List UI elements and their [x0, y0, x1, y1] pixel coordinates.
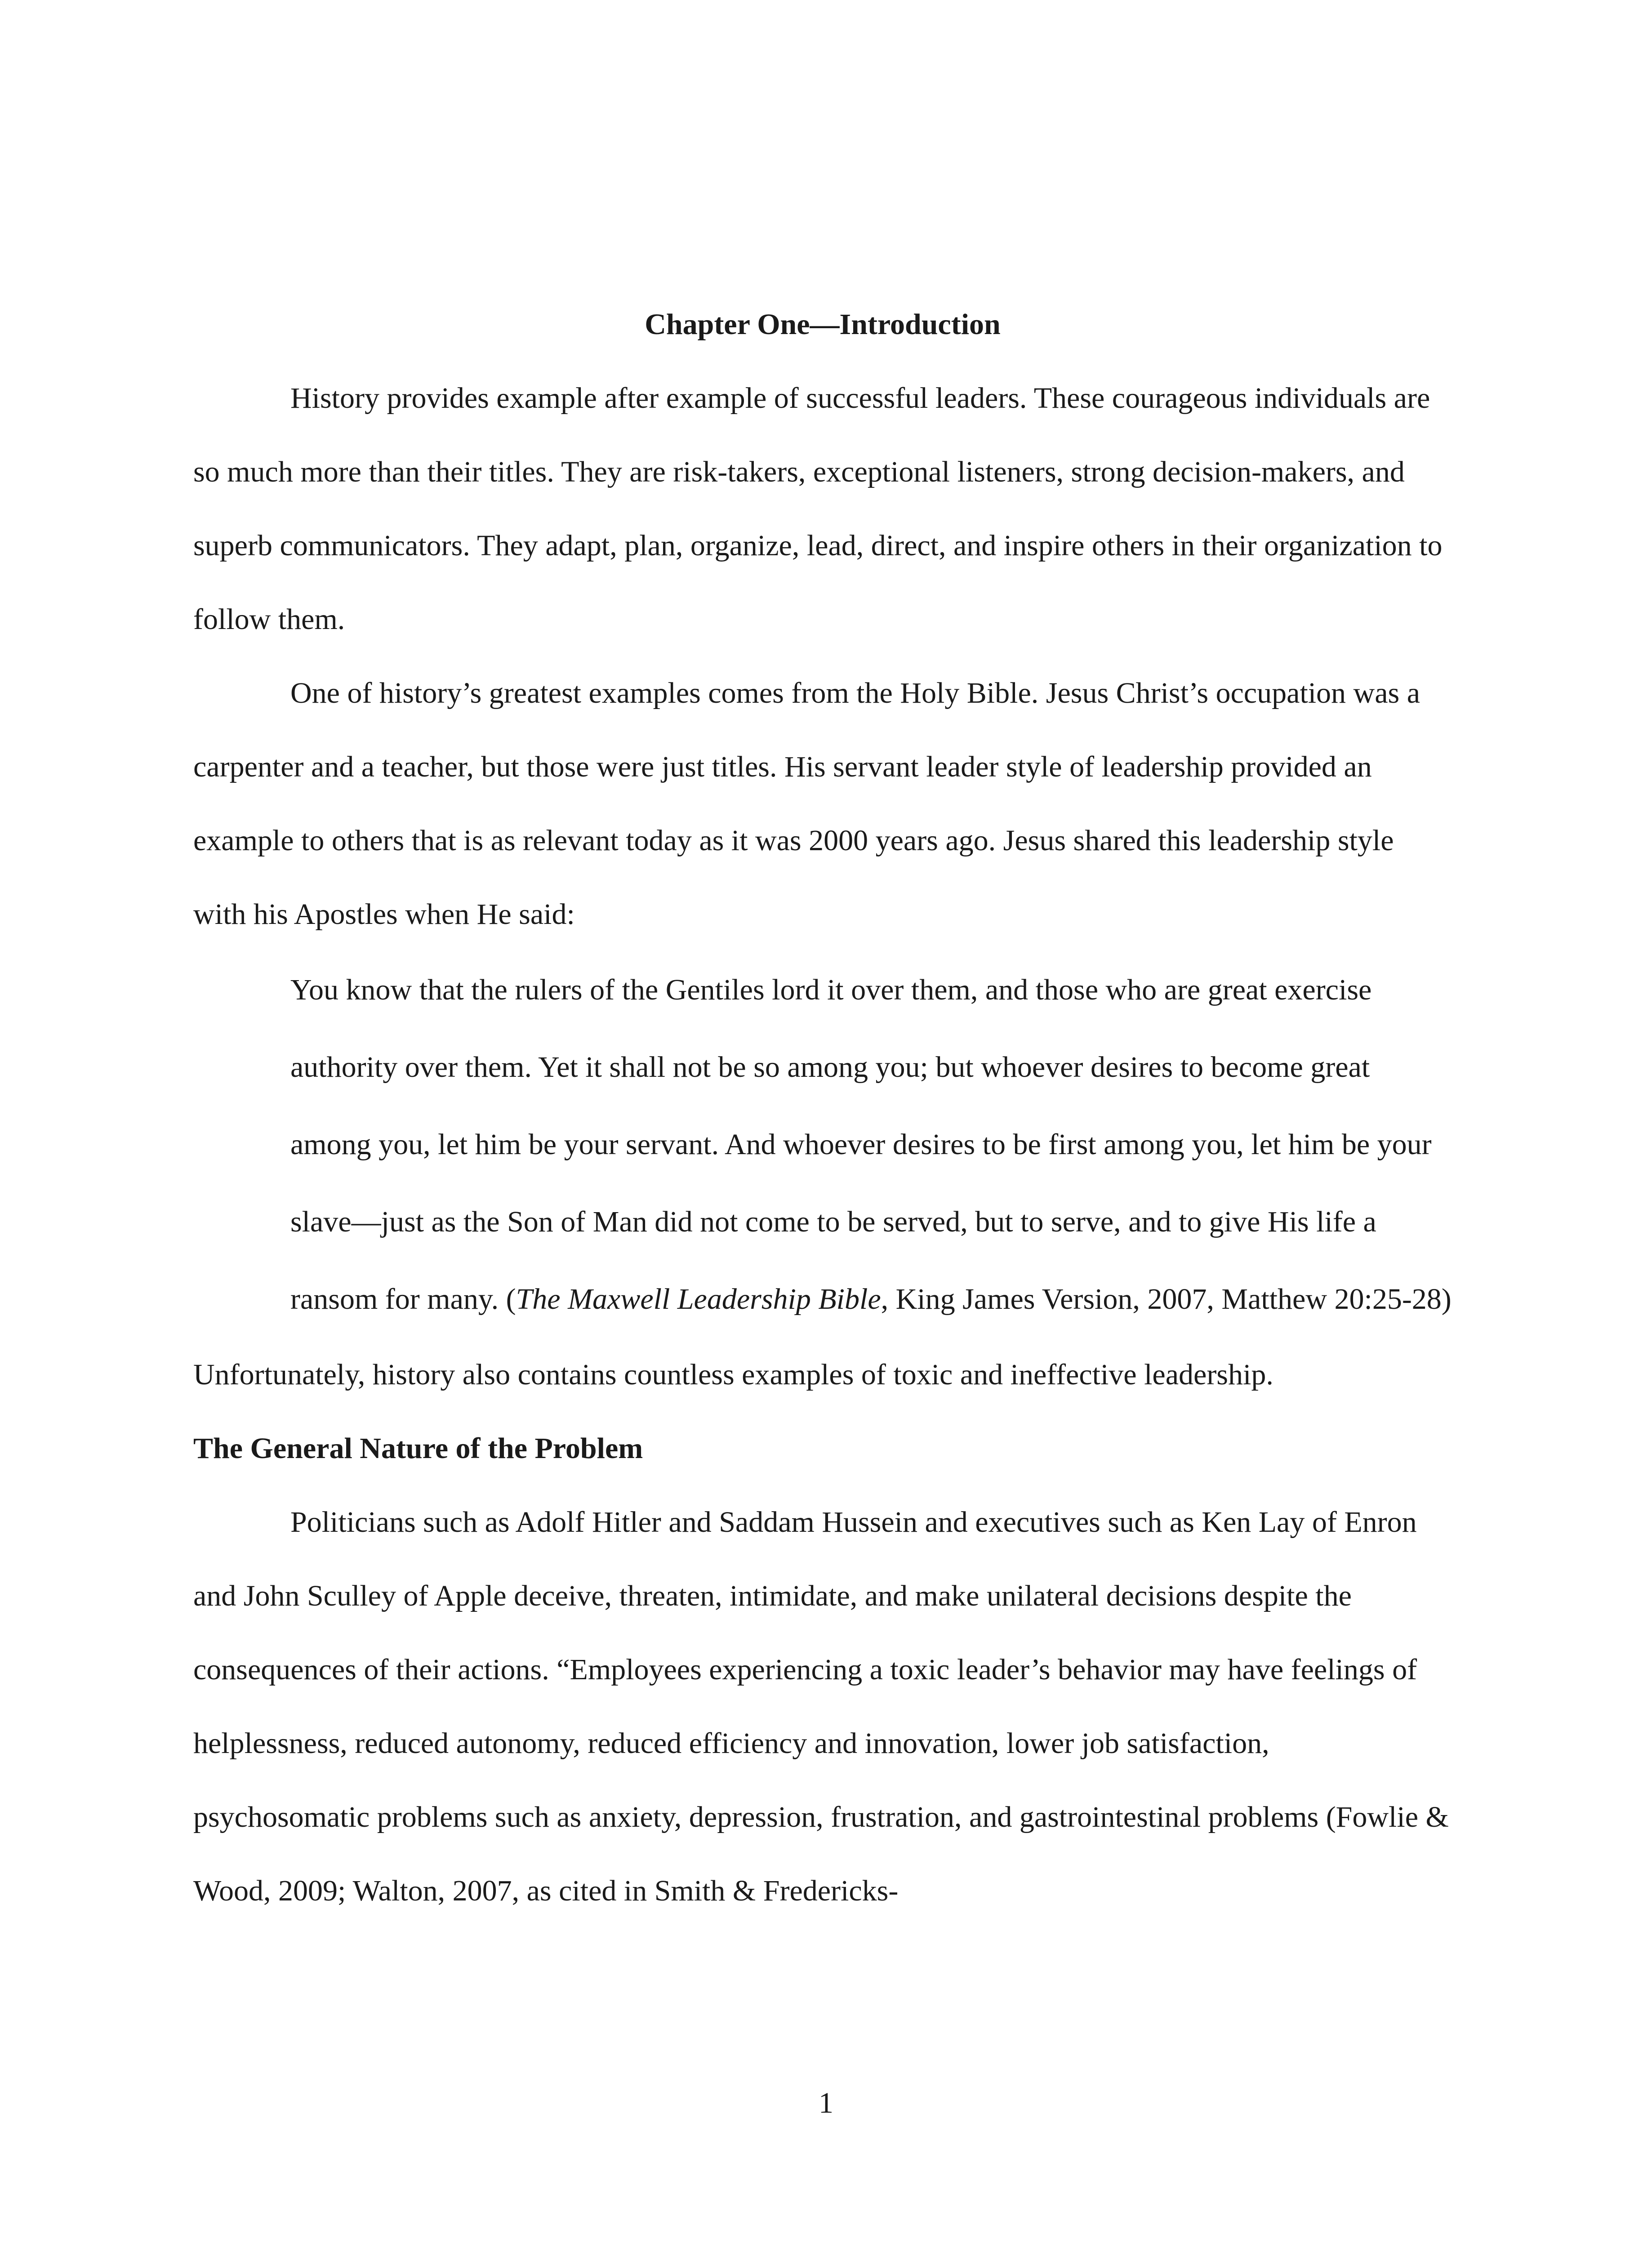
- paragraph-bible-example: One of history’s greatest examples comes from the Holy Bible. Jesus Christ’s occupation was a carpenter and a teacher, but those were just titles. His servant leader style of leadership provided an example to others that is as relevant today as it was 2000 years ago. Jesus shared this leadership style with his Apostles when He said:: [193, 677, 1420, 931]
- chapter-title: Chapter One—Introduction: [645, 308, 1001, 341]
- block-quote: [290, 951, 1452, 1338]
- paragraph-problem: Politicians such as Adolf Hitler and Saddam Hussein and executives such as Ken Lay of Enron and John Sculley of Apple deceive, threaten, intimidate, and make unilateral decisions despite the consequences of their actions. “Employees experiencing a toxic leader’s behavior may have feelings of helplessness, reduced autonomy, reduced efficiency and innovation, lower job satisfaction, psychosomatic problems such as anxiety, depression, frustration, and gastrointestinal problems (Fowlie & Wood, 2009; Walton, 2007, as cited in Smith & Fredericks-: [193, 1506, 1449, 1907]
- paragraph-after-quote: Unfortunately, history also contains countless examples of toxic and ineffective leadership.: [193, 1358, 1274, 1391]
- page-number: 1: [819, 2087, 833, 2119]
- page-body: [193, 288, 1452, 1928]
- section-heading: The General Nature of the Problem: [193, 1432, 643, 1465]
- quote-citation: , King James Version, 2007, Matthew 20:25-28): [881, 1283, 1452, 1316]
- quote-text: You know that the rulers of the Gentiles lord it over them, and those who are great exercise authority over them. Yet it shall not be so among you; but whoever desires to become great among you, let him be your servant. And whoever desires to be first among you, let him be your slave—just as the Son of Man did not come to be served, but to serve, and to give His life a ransom for many. (: [290, 973, 1432, 1316]
- paragraph-intro: History provides example after example of successful leaders. These courageous individuals are so much more than their titles. They are risk-takers, exceptional listeners, strong decision-makers, and superb communicators. They adapt, plan, organize, lead, direct, and inspire others in their organization to follow them.: [193, 382, 1443, 636]
- quote-source-title: The Maxwell Leadership Bible: [516, 1283, 881, 1316]
